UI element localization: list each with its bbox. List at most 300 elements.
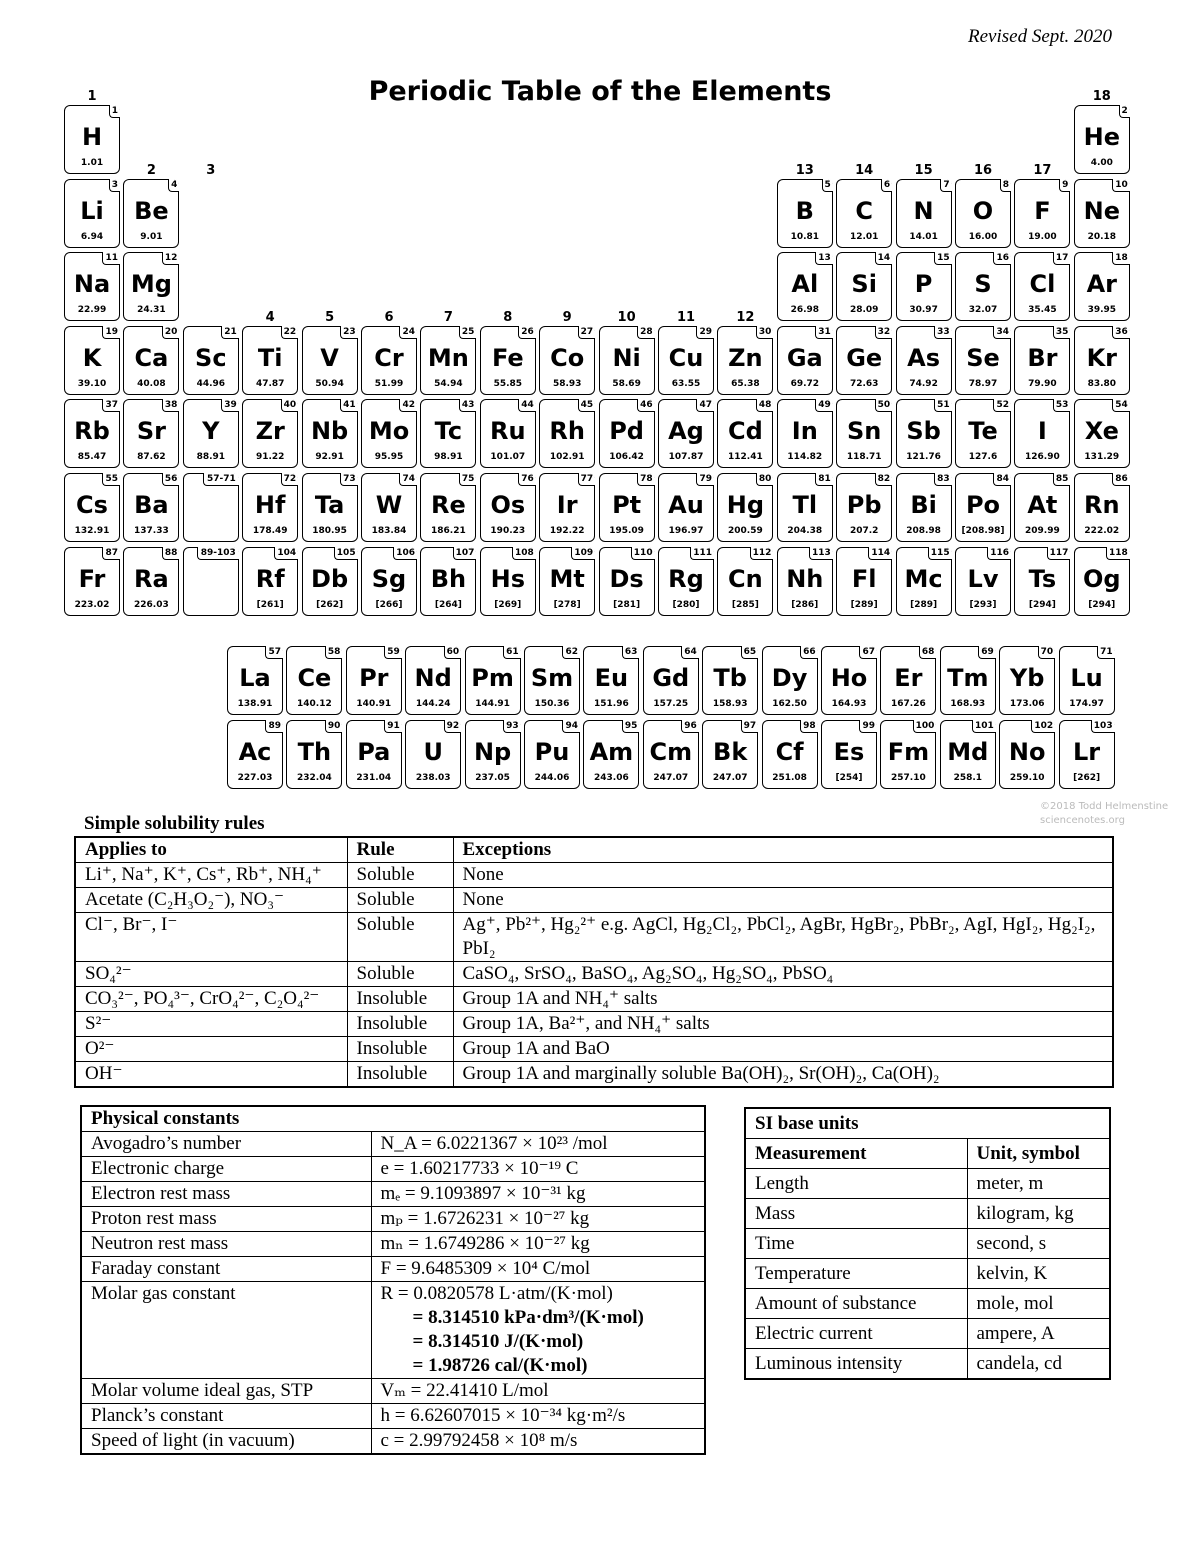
atomic-number: 62 xyxy=(562,646,580,659)
atomic-mass: [278] xyxy=(553,599,581,610)
atomic-mass: 9.01 xyxy=(140,231,163,242)
element-symbol: B xyxy=(795,196,814,225)
exceptions-cell: Group 1A and NH₄⁺ salts xyxy=(453,987,1113,1012)
element-symbol: Ca xyxy=(134,343,169,372)
atomic-number: 103 xyxy=(1091,720,1115,733)
table-row xyxy=(745,1349,1110,1380)
constant-value-alt: = 8.314510 J/(K·mol) xyxy=(412,1331,584,1352)
element-n xyxy=(896,179,952,248)
atomic-number: 71 xyxy=(1097,646,1115,659)
atomic-number: 32 xyxy=(875,326,893,339)
applies-to-cell: SO₄²⁻ xyxy=(75,962,347,987)
atomic-number: 51 xyxy=(934,399,952,412)
atomic-number: 93 xyxy=(503,720,521,733)
atomic-number: 95 xyxy=(622,720,640,733)
column-header: Rule xyxy=(347,837,453,863)
element-symbol: Mo xyxy=(368,417,410,446)
atomic-mass: 144.24 xyxy=(415,699,451,709)
atomic-mass: 85.47 xyxy=(77,452,107,463)
element-symbol: Bk xyxy=(713,738,748,766)
atomic-number: 36 xyxy=(1112,326,1130,339)
element-tm xyxy=(940,646,996,715)
table-row xyxy=(75,1037,1113,1062)
element-symbol: I xyxy=(1037,417,1047,446)
column-header: Applies to xyxy=(75,837,347,863)
element-symbol: Te xyxy=(968,417,998,446)
atomic-mass: 58.93 xyxy=(552,378,582,389)
atomic-mass: 140.91 xyxy=(356,699,392,709)
atomic-number: 68 xyxy=(919,646,937,659)
element-ra xyxy=(123,547,179,616)
atomic-number: 87 xyxy=(102,547,120,560)
group-label-1: 1 xyxy=(87,89,97,104)
atomic-mass: 168.93 xyxy=(950,699,986,709)
constant-value: e = 1.60217733 × 10⁻¹⁹ C xyxy=(380,1158,579,1179)
atomic-number: 24 xyxy=(399,326,417,339)
element-hg xyxy=(717,473,773,542)
element-symbol: Pb xyxy=(846,491,882,519)
atomic-mass: 208.98 xyxy=(906,526,941,536)
atomic-mass: 167.26 xyxy=(891,699,926,709)
element-symbol: Er xyxy=(894,664,923,692)
constant-value-cell xyxy=(371,1157,705,1182)
table-row xyxy=(81,1282,705,1379)
atomic-number: 117 xyxy=(1047,547,1071,560)
atomic-number: 73 xyxy=(340,473,358,486)
element-ts xyxy=(1014,547,1070,616)
element-ar xyxy=(1074,252,1130,321)
atomic-mass: 30.97 xyxy=(909,305,938,316)
atomic-mass: 101.07 xyxy=(490,452,526,463)
atomic-mass: [264] xyxy=(434,599,462,610)
element-yb xyxy=(999,646,1055,715)
atomic-mass: 244.06 xyxy=(534,773,570,783)
group-label-3: 3 xyxy=(206,163,216,178)
element-hf xyxy=(242,473,298,542)
element-ti xyxy=(242,326,298,395)
atomic-number: 60 xyxy=(444,646,462,659)
element-si xyxy=(836,252,892,321)
constant-value-alt: = 1.98726 cal/(K·mol) xyxy=(412,1355,588,1376)
atomic-mass: 174.97 xyxy=(1069,699,1104,709)
atomic-mass: 209.99 xyxy=(1025,526,1060,536)
element-symbol: Ru xyxy=(490,417,526,446)
atomic-number: 30 xyxy=(756,326,774,339)
atomic-number: 23 xyxy=(340,326,358,339)
element-symbol: Cl xyxy=(1029,270,1056,299)
column-header: Exceptions xyxy=(453,837,1113,863)
element-fe xyxy=(480,326,536,395)
table-row xyxy=(745,1259,1110,1289)
element-ds xyxy=(599,547,655,616)
element-symbol: Li xyxy=(80,196,104,225)
atomic-number: 78 xyxy=(637,473,655,486)
constant-value-cell xyxy=(371,1132,705,1157)
element-symbol: Pd xyxy=(609,417,644,446)
atomic-mass: 12.01 xyxy=(849,231,879,242)
element-symbol: Ir xyxy=(556,491,578,519)
element-ca xyxy=(123,326,179,395)
element-symbol: Tb xyxy=(713,664,747,692)
atomic-number: 70 xyxy=(1038,646,1056,659)
element-np xyxy=(465,720,521,789)
atomic-mass: 22.99 xyxy=(77,305,107,316)
measurement-cell: Temperature xyxy=(745,1259,967,1289)
atomic-number: 84 xyxy=(993,473,1011,486)
atomic-number: 88 xyxy=(162,547,180,560)
element-symbol: O xyxy=(972,196,994,225)
column-header: Unit, symbol xyxy=(967,1139,1110,1169)
element-symbol: Ac xyxy=(238,738,272,766)
atomic-mass: 247.07 xyxy=(712,773,748,783)
element-symbol: W xyxy=(375,491,403,519)
element-pa xyxy=(346,720,402,789)
exceptions-cell: Group 1A, Ba²⁺, and NH₄⁺ salts xyxy=(453,1012,1113,1037)
table-row xyxy=(745,1289,1110,1319)
atomic-mass: 127.6 xyxy=(968,452,998,463)
atomic-number: 10 xyxy=(1112,179,1130,192)
atomic-mass: 4.00 xyxy=(1090,158,1113,168)
element-ce xyxy=(286,646,342,715)
unit-cell: kelvin, K xyxy=(967,1259,1110,1289)
element-cr xyxy=(361,326,417,395)
element-sr xyxy=(123,399,179,468)
atomic-mass: 151.96 xyxy=(594,699,629,709)
element-symbol: C xyxy=(855,196,873,225)
atomic-number: 1 xyxy=(109,105,120,118)
revision-date: Revised Sept. 2020 xyxy=(968,26,1113,47)
element-symbol: Hf xyxy=(254,491,286,519)
atomic-mass: 65.38 xyxy=(731,378,760,389)
atomic-number: 15 xyxy=(934,252,952,265)
table-row xyxy=(745,1229,1110,1259)
atomic-mass: 231.04 xyxy=(356,773,392,783)
element-symbol: Ta xyxy=(314,491,345,519)
element-symbol: Po xyxy=(965,491,1001,519)
atomic-mass: 137.33 xyxy=(134,526,169,536)
atomic-number: 16 xyxy=(993,252,1011,265)
atomic-mass: 222.02 xyxy=(1084,526,1120,536)
copyright-watermark xyxy=(1040,800,1168,828)
element-as xyxy=(896,326,952,395)
atomic-number: 59 xyxy=(384,646,402,659)
atomic-number: 4 xyxy=(168,179,179,192)
element-symbol: Og xyxy=(1083,564,1121,593)
atomic-number: 49 xyxy=(815,399,833,412)
atomic-number: 58 xyxy=(325,646,343,659)
exceptions-cell: Group 1A and marginally soluble Ba(OH)₂, Sr(OH)₂, Ca(OH)₂ xyxy=(453,1062,1113,1088)
atomic-mass: 144.91 xyxy=(475,699,510,709)
element-symbol: Xe xyxy=(1084,417,1119,446)
element-symbol: Au xyxy=(668,491,704,519)
element-symbol: Am xyxy=(589,738,634,766)
element-db xyxy=(302,547,358,616)
element-symbol: Sg xyxy=(371,564,407,593)
element-symbol: F xyxy=(1034,196,1051,225)
element-symbol: Se xyxy=(966,343,1000,372)
constant-name-cell: Planck’s constant xyxy=(81,1404,371,1429)
element-eu xyxy=(583,646,639,715)
element-symbol: Ni xyxy=(612,343,641,372)
element-symbol: Pu xyxy=(534,738,570,766)
atomic-mass: 121.76 xyxy=(906,452,941,463)
atomic-mass: 243.06 xyxy=(594,773,629,783)
element-symbol: Nd xyxy=(414,664,452,692)
constant-name-cell: Molar volume ideal gas, STP xyxy=(81,1379,371,1404)
element-f xyxy=(1014,179,1070,248)
atomic-mass: 138.91 xyxy=(237,699,273,709)
element-cf xyxy=(762,720,818,789)
atomic-number: 101 xyxy=(972,720,996,733)
element-symbol: Th xyxy=(297,738,332,766)
unit-cell: candela, cd xyxy=(967,1349,1110,1380)
measurement-cell: Length xyxy=(745,1169,967,1199)
atomic-number: 52 xyxy=(993,399,1011,412)
element-c xyxy=(836,179,892,248)
element-symbol: Ga xyxy=(786,343,823,372)
atomic-mass: 50.94 xyxy=(315,378,344,389)
atomic-number: 34 xyxy=(993,326,1011,339)
element-symbol: Sm xyxy=(530,664,574,692)
atomic-mass: 40.08 xyxy=(137,378,166,389)
atomic-mass: [285] xyxy=(731,599,759,610)
atomic-number: 40 xyxy=(281,399,299,412)
constant-value: mₙ = 1.6749286 × 10⁻²⁷ kg xyxy=(380,1233,590,1254)
element-symbol: N xyxy=(913,196,934,225)
column-header: Measurement xyxy=(745,1139,967,1169)
atomic-number: 42 xyxy=(399,399,417,412)
element-lv xyxy=(955,547,1011,616)
element-symbol: Eu xyxy=(594,664,629,692)
element-symbol: Be xyxy=(134,196,169,225)
atomic-mass: 39.10 xyxy=(77,378,107,389)
atomic-number: 91 xyxy=(384,720,402,733)
atomic-number: 99 xyxy=(859,720,877,733)
element-h xyxy=(64,105,120,174)
exceptions-cell: None xyxy=(453,888,1113,913)
element-lr xyxy=(1059,720,1115,789)
group-label-7: 7 xyxy=(443,310,453,325)
atomic-mass: 200.59 xyxy=(728,526,763,536)
applies-to-cell: Cl⁻, Br⁻, I⁻ xyxy=(75,913,347,962)
group-label-6: 6 xyxy=(384,310,394,325)
rule-cell: Soluble xyxy=(347,962,453,987)
atomic-mass: 47.87 xyxy=(255,378,285,389)
atomic-number: 22 xyxy=(281,326,299,339)
table-row xyxy=(81,1257,705,1282)
atomic-number: 115 xyxy=(928,547,952,560)
element-ga xyxy=(777,326,833,395)
atomic-number: 105 xyxy=(334,547,358,560)
atomic-number: 110 xyxy=(631,547,655,560)
element-al xyxy=(777,252,833,321)
element-fr xyxy=(64,547,120,616)
atomic-mass: 102.91 xyxy=(549,452,585,463)
group-label-12: 12 xyxy=(736,310,755,325)
atomic-number: 64 xyxy=(681,646,699,659)
element-symbol: V xyxy=(320,343,339,372)
atomic-mass: 238.03 xyxy=(415,773,451,783)
element-sc xyxy=(183,326,239,395)
element-rn xyxy=(1074,473,1130,542)
element-cu xyxy=(658,326,714,395)
element-bi xyxy=(896,473,952,542)
group-label-16: 16 xyxy=(973,163,993,178)
atomic-number: 41 xyxy=(340,399,358,412)
atomic-mass: 106.42 xyxy=(609,452,644,463)
atomic-mass: 226.03 xyxy=(134,599,169,610)
element-p xyxy=(896,252,952,321)
table-row xyxy=(745,1199,1110,1229)
atomic-number: 100 xyxy=(913,720,937,733)
element-bh xyxy=(420,547,476,616)
atomic-number: 14 xyxy=(875,252,893,265)
atomic-number: 3 xyxy=(109,179,120,192)
table-row xyxy=(81,1182,705,1207)
element-ni xyxy=(599,326,655,395)
atomic-number: 89 xyxy=(265,720,283,733)
element-ho xyxy=(821,646,877,715)
atomic-mass: [293] xyxy=(969,599,997,610)
atomic-number: 5 xyxy=(822,179,833,192)
atomic-number: 83 xyxy=(934,473,952,486)
element-symbol: Ag xyxy=(668,417,704,446)
placeholder-89-103 xyxy=(183,547,239,616)
element-symbol: Hg xyxy=(726,491,765,519)
atomic-mass: 98.91 xyxy=(434,452,463,463)
atomic-mass: [254] xyxy=(835,773,863,783)
group-label-9: 9 xyxy=(562,310,572,325)
element-symbol: Zr xyxy=(255,417,285,446)
atomic-number: 12 xyxy=(162,252,180,265)
element-symbol: Kr xyxy=(1086,343,1118,372)
atomic-mass: [289] xyxy=(910,599,938,610)
si-header-row xyxy=(745,1108,1110,1139)
rule-cell: Insoluble xyxy=(347,1012,453,1037)
element-symbol: Ti xyxy=(257,343,283,372)
atomic-number: 57 xyxy=(265,646,283,659)
atomic-mass: 190.23 xyxy=(490,526,526,536)
element-symbol: Fr xyxy=(78,564,106,593)
element-u xyxy=(405,720,461,789)
measurement-cell: Electric current xyxy=(745,1319,967,1349)
element-symbol: Ra xyxy=(134,564,169,593)
element-symbol: Pt xyxy=(612,491,642,519)
atomic-mass: 87.62 xyxy=(137,452,166,463)
element-symbol: K xyxy=(82,343,102,372)
atomic-mass: 54.94 xyxy=(434,378,463,389)
unit-cell: ampere, A xyxy=(967,1319,1110,1349)
element-au xyxy=(658,473,714,542)
atomic-number: 27 xyxy=(578,326,596,339)
element-symbol: Ce xyxy=(297,664,332,692)
atomic-mass: [262] xyxy=(316,599,344,610)
element-symbol: Nb xyxy=(310,417,349,446)
element-th xyxy=(286,720,342,789)
atomic-mass: 69.72 xyxy=(790,378,820,389)
element-symbol: Bi xyxy=(910,491,937,519)
constant-value-cell xyxy=(371,1257,705,1282)
element-symbol: Sr xyxy=(136,417,166,446)
constant-name-cell: Neutron rest mass xyxy=(81,1232,371,1257)
atomic-number: 94 xyxy=(562,720,580,733)
element-pu xyxy=(524,720,580,789)
constant-value: R = 0.0820578 L·atm/(K·mol) xyxy=(380,1283,613,1304)
group-label-4: 4 xyxy=(265,310,275,325)
element-og xyxy=(1074,547,1130,616)
element-ag xyxy=(658,399,714,468)
element-symbol: Cs xyxy=(76,491,108,519)
table-row xyxy=(81,1132,705,1157)
atomic-number: 116 xyxy=(987,547,1011,560)
applies-to-cell: Li⁺, Na⁺, K⁺, Cs⁺, Rb⁺, NH₄⁺ xyxy=(75,863,347,888)
atomic-number: 114 xyxy=(868,547,892,560)
element-symbol: Rg xyxy=(668,564,704,593)
element-symbol: No xyxy=(1008,738,1046,766)
atomic-mass: 258.1 xyxy=(953,773,983,783)
element-mn xyxy=(420,326,476,395)
atomic-mass: 192.22 xyxy=(549,526,585,536)
element-pt xyxy=(599,473,655,542)
element-y xyxy=(183,399,239,468)
element-o xyxy=(955,179,1011,248)
atomic-number: 67 xyxy=(859,646,877,659)
solubility-header-row xyxy=(75,837,1113,863)
element-symbol: Al xyxy=(791,270,819,299)
atomic-number: 8 xyxy=(1000,179,1011,192)
atomic-mass: [269] xyxy=(494,599,522,610)
constant-name-cell: Molar gas constant xyxy=(81,1282,371,1379)
element-symbol: At xyxy=(1027,491,1058,519)
element-symbol: La xyxy=(239,664,271,692)
table-row xyxy=(75,1062,1113,1088)
atomic-mass: [281] xyxy=(613,599,641,610)
element-symbol: Lv xyxy=(967,564,999,593)
atomic-mass: 207.2 xyxy=(849,526,879,536)
element-symbol: As xyxy=(907,343,941,372)
atomic-mass: 95.95 xyxy=(374,452,404,463)
atomic-number: 66 xyxy=(800,646,818,659)
group-label-2: 2 xyxy=(146,163,156,178)
unit-cell: meter, m xyxy=(967,1169,1110,1199)
element-rh xyxy=(539,399,595,468)
constant-name-cell: Avogadro’s number xyxy=(81,1132,371,1157)
atomic-number: 46 xyxy=(637,399,655,412)
atomic-number: 90 xyxy=(325,720,343,733)
element-tc xyxy=(420,399,476,468)
element-symbol: Rn xyxy=(1084,491,1120,519)
element-symbol: Cr xyxy=(374,343,404,372)
atomic-number: 98 xyxy=(800,720,818,733)
atomic-number: 54 xyxy=(1112,399,1130,412)
table-row xyxy=(81,1207,705,1232)
element-po xyxy=(955,473,1011,542)
atomic-mass: 51.99 xyxy=(374,378,404,389)
physical-constants-table xyxy=(80,1105,706,1455)
element-symbol: Ba xyxy=(134,491,169,519)
element-symbol: Rf xyxy=(255,564,285,593)
atomic-number: 2 xyxy=(1119,105,1130,118)
element-symbol: Zn xyxy=(728,343,763,372)
atomic-number: 19 xyxy=(102,326,120,339)
element-ne xyxy=(1074,179,1130,248)
constant-name-cell: Speed of light (in vacuum) xyxy=(81,1429,371,1455)
element-at xyxy=(1014,473,1070,542)
atomic-number: 18 xyxy=(1112,252,1130,265)
atomic-number: 74 xyxy=(399,473,417,486)
atomic-mass: 247.07 xyxy=(653,773,689,783)
physical-header-row xyxy=(81,1106,705,1132)
